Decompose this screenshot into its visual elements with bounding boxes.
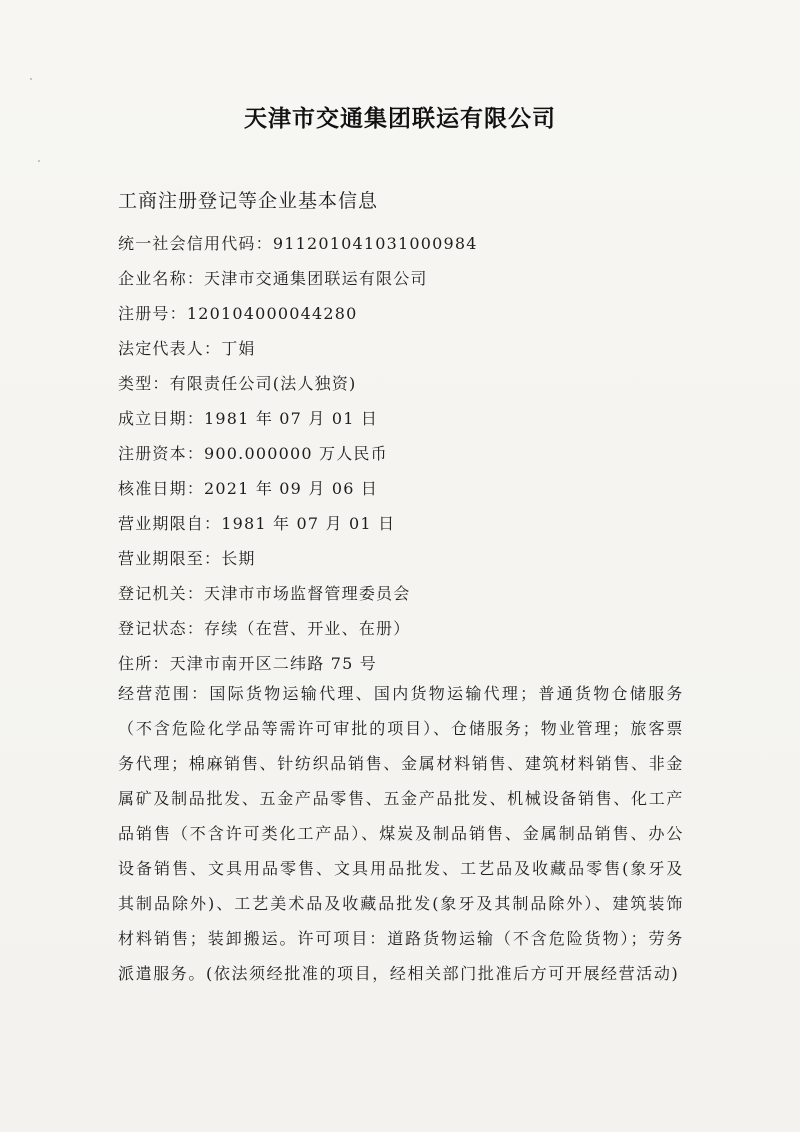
field-type: 类型：有限责任公司(法人独资)	[118, 374, 357, 393]
field-label: 登记机关	[118, 584, 187, 603]
field-value: 120104000044280	[186, 304, 358, 323]
field-label: 成立日期	[118, 409, 187, 428]
field-label: 法定代表人	[118, 339, 205, 358]
field-value: 2021 年 09 月 06 日	[204, 479, 379, 498]
field-value: 天津市南开区二纬路 75 号	[169, 654, 377, 673]
field-label: 登记状态	[118, 619, 187, 638]
field-label: 统一社会信用代码	[118, 234, 256, 253]
business-scope: 经营范围：国际货物运输代理、国内货物运输代理；普通货物仓储服务（不含危险化学品等需许可审批的项目）、仓储服务；物业管理；旅客票务代理；棉麻销售、针纺织品销售、金属材料销售、建筑材料销售、非金属矿及制品批发、五金产品零售、五金产品批发、机械设备销售、化工产品销售（不含许可类化工产品）、煤炭及制品销售、金属制品销售、办公设备销售、文具用品零售、文具用品批发、工艺品及收藏品零售(象牙及其制品除外)、工艺美术品及收藏品批发(象牙及其制品除外）、建筑装饰材料销售；装卸搬运。许可项目：道路货物运输（不含危险货物）；劳务派遣服务。(依法须经批准的项目，经相关部门批准后方可开展经营活动)	[118, 684, 684, 983]
field-value: 长期	[221, 549, 256, 568]
field-value: 天津市交通集团联运有限公司	[204, 269, 428, 288]
field-establishment-date: 成立日期：1981 年 07 月 01 日	[118, 409, 379, 428]
field-registration-authority: 登记机关：天津市市场监督管理委员会	[118, 584, 411, 603]
field-label: 企业名称	[118, 269, 187, 288]
field-address: 住所：天津市南开区二纬路 75 号	[118, 654, 377, 673]
scope-label: 经营范围	[118, 684, 192, 703]
field-registration-status: 登记状态：存续（在营、开业、在册）	[118, 619, 411, 638]
field-approval-date: 核准日期：2021 年 09 月 06 日	[118, 479, 379, 498]
field-value: 天津市市场监督管理委员会	[204, 584, 411, 603]
field-label: 核准日期	[118, 479, 187, 498]
field-registered-capital: 注册资本：900.000000 万人民币	[118, 444, 388, 463]
field-value: 900.000000 万人民币	[204, 444, 388, 463]
field-credit-code: 统一社会信用代码：911201041031000984	[118, 234, 478, 253]
field-label: 注册号	[118, 304, 170, 323]
field-legal-representative: 法定代表人：丁娟	[118, 339, 256, 358]
section-title: 工商注册登记等企业基本信息	[118, 190, 379, 212]
field-registration-number: 注册号：120104000044280	[118, 304, 358, 323]
scan-speck	[30, 78, 32, 80]
field-label: 类型	[118, 374, 153, 393]
field-value: 存续（在营、开业、在册）	[204, 619, 411, 638]
field-label: 注册资本	[118, 444, 187, 463]
field-value: 911201041031000984	[272, 234, 478, 253]
scope-value: 国际货物运输代理、国内货物运输代理；普通货物仓储服务（不含危险化学品等需许可审批的项目）、仓储服务；物业管理；旅客票务代理；棉麻销售、针纺织品销售、金属材料销售、建筑材料销售、非金属矿及制品批发、五金产品零售、五金产品批发、机械设备销售、化工产品销售（不含许可类化工产品）、煤炭及制品销售、金属制品销售、办公设备销售、文具用品零售、文具用品批发、工艺品及收藏品零售(象牙及其制品除外)、工艺美术品及收藏品批发(象牙及其制品除外）、建筑装饰材料销售；装卸搬运。许可项目：道路货物运输（不含危险货物）；劳务派遣服务。(依法须经批准的项目，经相关部门批准后方可开展经营活动)	[118, 684, 684, 983]
field-value: 有限责任公司(法人独资)	[169, 374, 357, 393]
field-label: 营业期限至	[118, 549, 205, 568]
field-value: 1981 年 07 月 01 日	[204, 409, 379, 428]
field-label: 住所	[118, 654, 153, 673]
field-term-end: 营业期限至：长期	[118, 549, 256, 568]
field-value: 1981 年 07 月 01 日	[221, 514, 396, 533]
scan-speck	[38, 160, 40, 162]
field-value: 丁娟	[221, 339, 256, 358]
field-company-name: 企业名称：天津市交通集团联运有限公司	[118, 269, 428, 288]
document-title: 天津市交通集团联运有限公司	[244, 105, 556, 132]
info-field-list	[118, 226, 688, 681]
field-label: 营业期限自	[118, 514, 205, 533]
field-term-start: 营业期限自：1981 年 07 月 01 日	[118, 514, 396, 533]
